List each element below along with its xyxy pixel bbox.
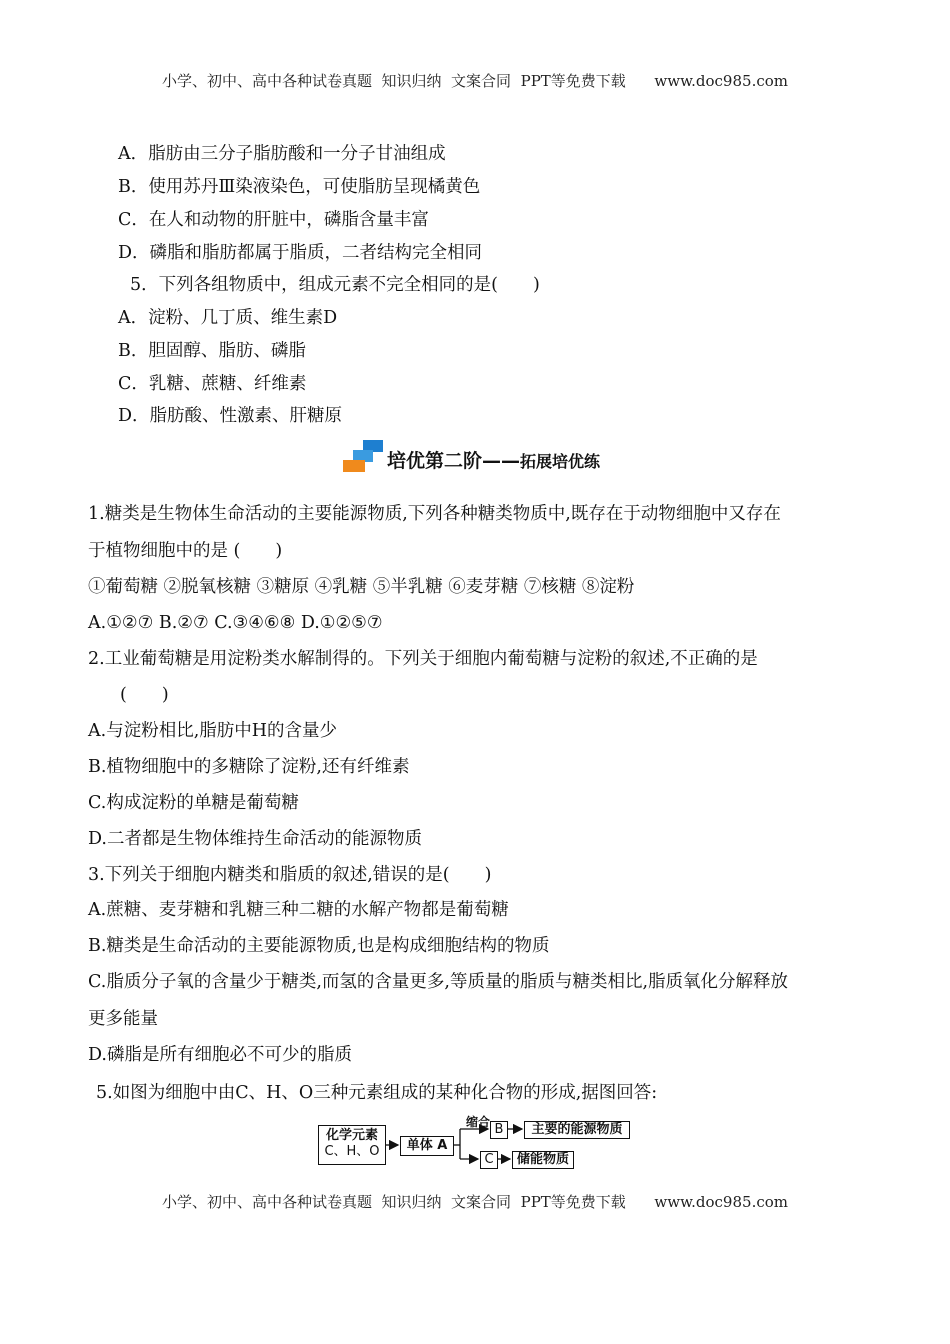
storage-box: 储能物质 — [512, 1151, 574, 1169]
elements-symbols: C、H、O — [324, 1144, 380, 1159]
p1-stem-line1: 1.糖类是生物体生命活动的主要能源物质,下列各种糖类物质中,既存在于动物细胞中又存在 — [88, 504, 781, 524]
section-title: 培优第二阶——拓展培优练 — [387, 450, 601, 472]
p3-option-d: D.磷脂是所有细胞必不可少的脂质 — [88, 1045, 352, 1065]
p1-choices: A.①②⑦ B.②⑦ C.③④⑥⑧ D.①②⑤⑦ — [88, 613, 383, 633]
p1-items: ①葡萄糖 ②脱氧核糖 ③糖原 ④乳糖 ⑤半乳糖 ⑥麦芽糖 ⑦核糖 ⑧淀粉 — [88, 577, 635, 597]
q4-option-b: B．使用苏丹Ⅲ染液染色，可使脂肪呈现橘黄色 — [118, 177, 481, 197]
p3-option-c: C.脂质分子氧的含量少于糖类,而氢的含量更多,等质量的脂质与糖类相比,脂质氧化分解释放 — [88, 972, 789, 992]
p3-stem: 3.下列关于细胞内糖类和脂质的叙述,错误的是( ) — [88, 865, 492, 885]
b-box: B — [490, 1121, 508, 1139]
p2-stem-line1: 2.工业葡萄糖是用淀粉类水解制得的。下列关于细胞内葡萄糖与淀粉的叙述,不正确的是 — [88, 649, 758, 669]
q4-option-d: D．磷脂和脂肪都属于脂质，二者结构完全相同 — [118, 243, 483, 263]
p2-option-d: D.二者都是生物体维持生命活动的能源物质 — [88, 829, 422, 849]
q4-option-a: A．脂肪由三分子脂肪酸和一分子甘油组成 — [118, 144, 446, 164]
elements-label: 化学元素 — [325, 1128, 378, 1143]
p2-option-a: A.与淀粉相比,脂肪中H的含量少 — [88, 721, 338, 741]
q4-option-c: C．在人和动物的肝脏中，磷脂含量丰富 — [118, 210, 429, 230]
q5-option-d: D．脂肪酸、性激素、肝糖原 — [118, 406, 343, 426]
p2-option-b: B.植物细胞中的多糖除了淀粉,还有纤维素 — [88, 757, 410, 777]
section-heading — [343, 440, 673, 474]
q5-option-b: B．胆固醇、脂肪、磷脂 — [118, 341, 306, 361]
p3-option-a: A.蔗糖、麦芽糖和乳糖三种二糖的水解产物都是葡萄糖 — [88, 900, 509, 920]
energy-box: 主要的能源物质 — [524, 1121, 630, 1139]
p3-option-c-cont: 更多能量 — [88, 1009, 158, 1029]
stairs-icon — [343, 440, 385, 472]
page-footer: 小学、初中、高中各种试卷真题 知识归纳 文案合同 PPT等免费下载 www.doc985.com — [161, 1193, 788, 1211]
p2-option-c: C.构成淀粉的单糖是葡萄糖 — [88, 793, 299, 813]
p5-stem: 5.如图为细胞中由C、H、O三种元素组成的某种化合物的形成,据图回答: — [96, 1083, 658, 1103]
elements-box — [318, 1125, 386, 1165]
q5-option-c: C．乳糖、蔗糖、纤维素 — [118, 374, 307, 394]
c-box: C — [480, 1151, 498, 1169]
p1-stem-line2: 于植物细胞中的是 ( ) — [88, 541, 283, 561]
page-header: 小学、初中、高中各种试卷真题 知识归纳 文案合同 PPT等免费下载 www.doc985.com — [161, 72, 788, 90]
p2-stem-line2: ( ) — [120, 685, 169, 705]
q5-stem: 5．下列各组物质中，组成元素不完全相同的是( ) — [130, 275, 540, 295]
section-subtitle: 拓展培优练 — [520, 452, 601, 471]
compound-formation-diagram — [318, 1115, 638, 1173]
q5-option-a: A．淀粉、几丁质、维生素D — [118, 308, 338, 328]
monomer-box: 单体 A — [400, 1136, 454, 1156]
p3-option-b: B.糖类是生命活动的主要能源物质,也是构成细胞结构的物质 — [88, 936, 550, 956]
condense-label: 缩合 — [466, 1115, 491, 1129]
